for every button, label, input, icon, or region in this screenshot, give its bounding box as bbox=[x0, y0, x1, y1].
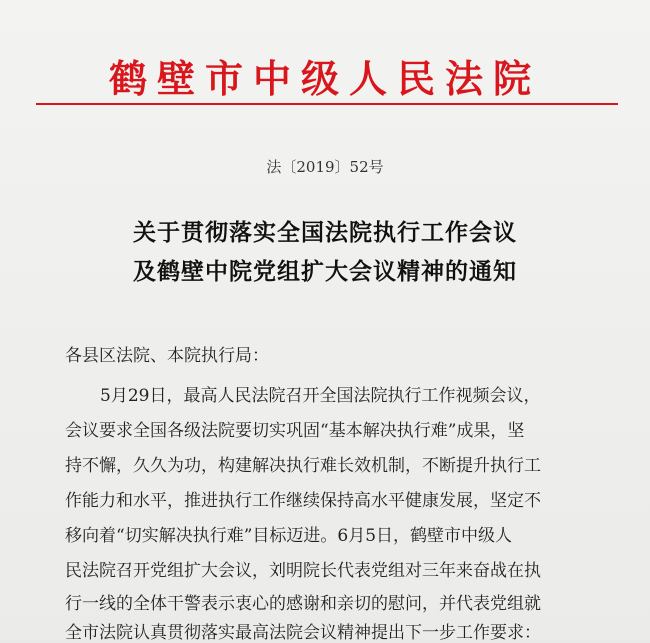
document-title-line-1: 关于贯彻落实全国法院执行工作会议 bbox=[133, 219, 517, 246]
document-title-line-2: 及鹤壁中院党组扩大会议精神的通知 bbox=[133, 258, 517, 285]
document-number: 法〔2019〕52号 bbox=[266, 158, 384, 176]
body-line: 行一线的全体干警表示衷心的感谢和亲切的慰问，并代表党组就 bbox=[65, 594, 541, 614]
body-line: 持不懈，久久为功，构建解决执行难长效机制，不断提升执行工 bbox=[65, 456, 541, 476]
header-red-rule bbox=[36, 103, 618, 105]
body-line: 作能力和水平，推进执行工作继续保持高水平健康发展，坚定不 bbox=[65, 491, 541, 511]
body-line: 移向着“切实解决执行难”目标迈进。6月5日，鹤壁市中级人 bbox=[65, 526, 513, 546]
addressee: 各县区法院、本院执行局： bbox=[65, 346, 269, 366]
document-header-org-name: 鹤壁市中级人民法院 bbox=[108, 56, 541, 101]
body-line: 5月29日，最高人民法院召开全国法院执行工作视频会议， bbox=[100, 386, 541, 406]
body-line: 民法院召开党组扩大会议，刘明院长代表党组对三年来奋战在执 bbox=[65, 561, 541, 581]
body-line: 全市法院认真贯彻落实最高法院会议精神提出下一步工作要求： bbox=[65, 623, 541, 643]
body-line: 会议要求全国各级法院要切实巩固“基本解决执行难”成果，坚 bbox=[65, 421, 525, 441]
